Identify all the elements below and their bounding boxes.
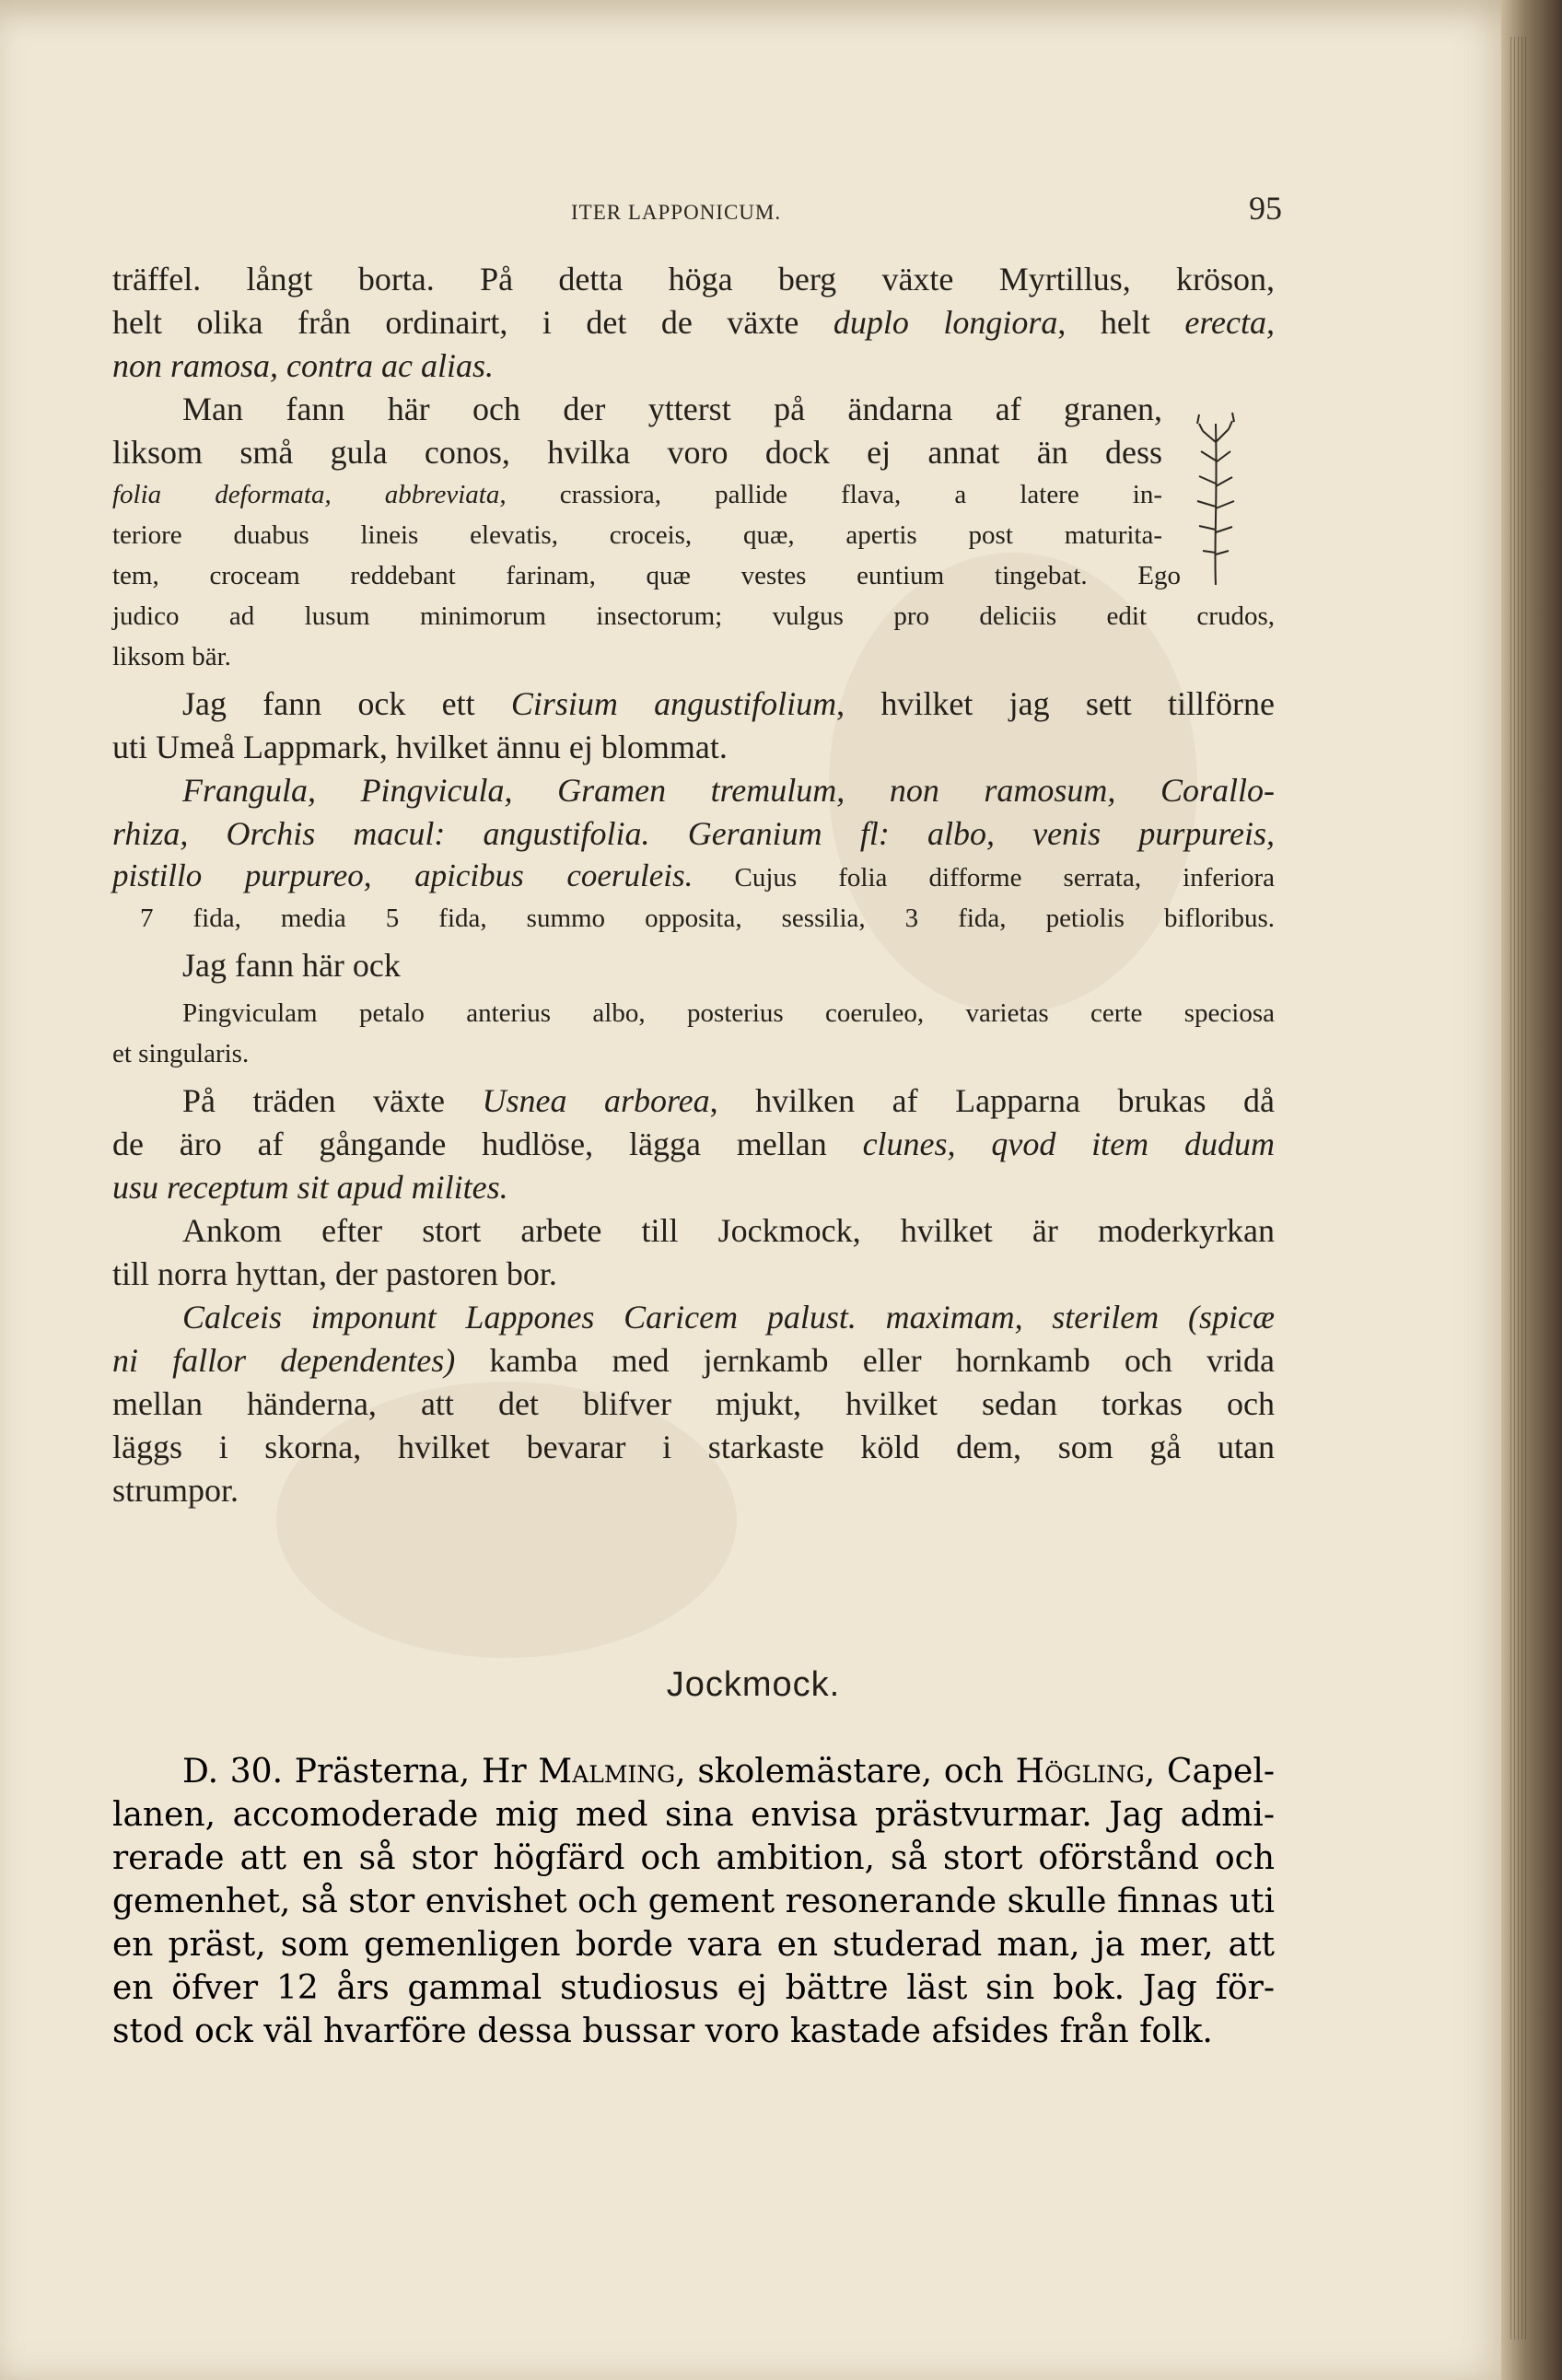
- main-text-section-2: [112, 1750, 1275, 2053]
- text-line: läggs i skorna, hvilket bevarar i starkaste köld dem, som gå utan: [112, 1429, 1275, 1465]
- text-line: rerade att en så stor högfärd och ambition, så stort oförstånd och: [112, 1839, 1275, 1877]
- text-line: uti Umeå Lappmark, hvilket ännu ej blommat.: [112, 729, 728, 765]
- text-line: non ramosa, contra ac alias.: [112, 347, 494, 384]
- running-head: ITER LAPPONICUM.: [571, 201, 782, 224]
- text-line: Pingviculam petalo anterius albo, posterius coeruleo, varietas certe speciosa: [182, 998, 1275, 1028]
- text-line: liksom bär.: [112, 642, 231, 671]
- text-line: Man fann här och der ytterst på ändarna af granen,: [182, 391, 1162, 427]
- text-line: usu receptum sit apud milites.: [112, 1169, 508, 1206]
- text-line: en öfver 12 års gammal studiosus ej bättre läst sin bok. Jag för-: [112, 1969, 1275, 2007]
- text-line: Ankom efter stort arbete till Jockmock, hvilket är moderkyrkan: [182, 1212, 1275, 1249]
- text-line: judico ad lusum minimorum insectorum; vulgus pro deliciis edit crudos,: [112, 601, 1275, 631]
- text-line: teriore duabus lineis elevatis, croceis, quæ, apertis post maturita-: [112, 520, 1162, 550]
- text-line: Jag fann ock ett Cirsium angustifolium, hvilket jag sett tillförne: [182, 685, 1276, 722]
- text-line: liksom små gula conos, hvilka voro dock ej annat än dess: [112, 434, 1162, 471]
- main-text: [112, 258, 1275, 1512]
- page-number: 95: [1249, 190, 1282, 227]
- text-line: rhiza, Orchis macul: angustifolia. Geranium fl: albo, venis purpureis,: [112, 815, 1275, 852]
- text-line: På träden växte Usnea arborea, hvilken af Lapparna brukas då: [182, 1082, 1276, 1119]
- text-line: Calceis imponunt Lappones Caricem palust. maximam, sterilem (spicæ: [182, 1299, 1275, 1336]
- text-line: gemenhet, så stor envishet och gement resonerande skulle finnas uti: [112, 1883, 1275, 1920]
- text-line: till norra hyttan, der pastoren bor.: [112, 1255, 557, 1292]
- text-line: Frangula, Pingvicula, Gramen tremulum, non ramosum, Corallo-: [182, 772, 1275, 809]
- text-line: de äro af gångande hudlöse, lägga mellan clunes, qvod item dudum: [112, 1126, 1275, 1162]
- text-line: helt olika från ordinairt, i det de växte duplo longiora, helt erecta,: [112, 304, 1276, 341]
- text-line: lanen, accomoderade mig med sina envisa prästvurmar. Jag admi-: [112, 1796, 1275, 1834]
- text-line: strumpor.: [112, 1472, 239, 1509]
- text-line: en präst, som gemenligen borde vara en studerad man, ja mer, att: [112, 1926, 1275, 1964]
- text-line: et singularis.: [112, 1039, 250, 1068]
- text-line: 7 fida, media 5 fida, summo opposita, sessilia, 3 fida, petiolis bifloribus.: [140, 904, 1275, 933]
- text-line: Jag fann här ock: [182, 947, 401, 984]
- section-heading: Jockmock.: [666, 1665, 841, 1704]
- plant-illustration: [1170, 405, 1262, 589]
- text-line: mellan händerna, att det blifver mjukt, hvilket sedan torkas och: [112, 1385, 1275, 1422]
- text-line: ni fallor dependentes) kamba med jernkamb eller hornkamb och vrida: [112, 1342, 1275, 1379]
- text-line: träffel. långt borta. På detta höga berg växte Myrtillus, kröson,: [112, 261, 1275, 298]
- text-line: stod ock väl hvarföre dessa bussar voro kastade afsides från folk.: [112, 2012, 1213, 2050]
- text-line: pistillo purpureo, apicibus coeruleis. Cujus folia difforme serrata, inferiora: [112, 858, 1275, 893]
- text-line: folia deformata, abbreviata, crassiora, pallide flava, a latere in-: [112, 480, 1163, 509]
- text-line: D. 30. Prästerna, Hr Malming, skolemästare, och Högling, Capel-: [182, 1753, 1276, 1791]
- page-edges: [1510, 37, 1527, 2339]
- text-line: tem, croceam reddebant farinam, quæ vestes euntium tingebat. Ego: [112, 561, 1181, 590]
